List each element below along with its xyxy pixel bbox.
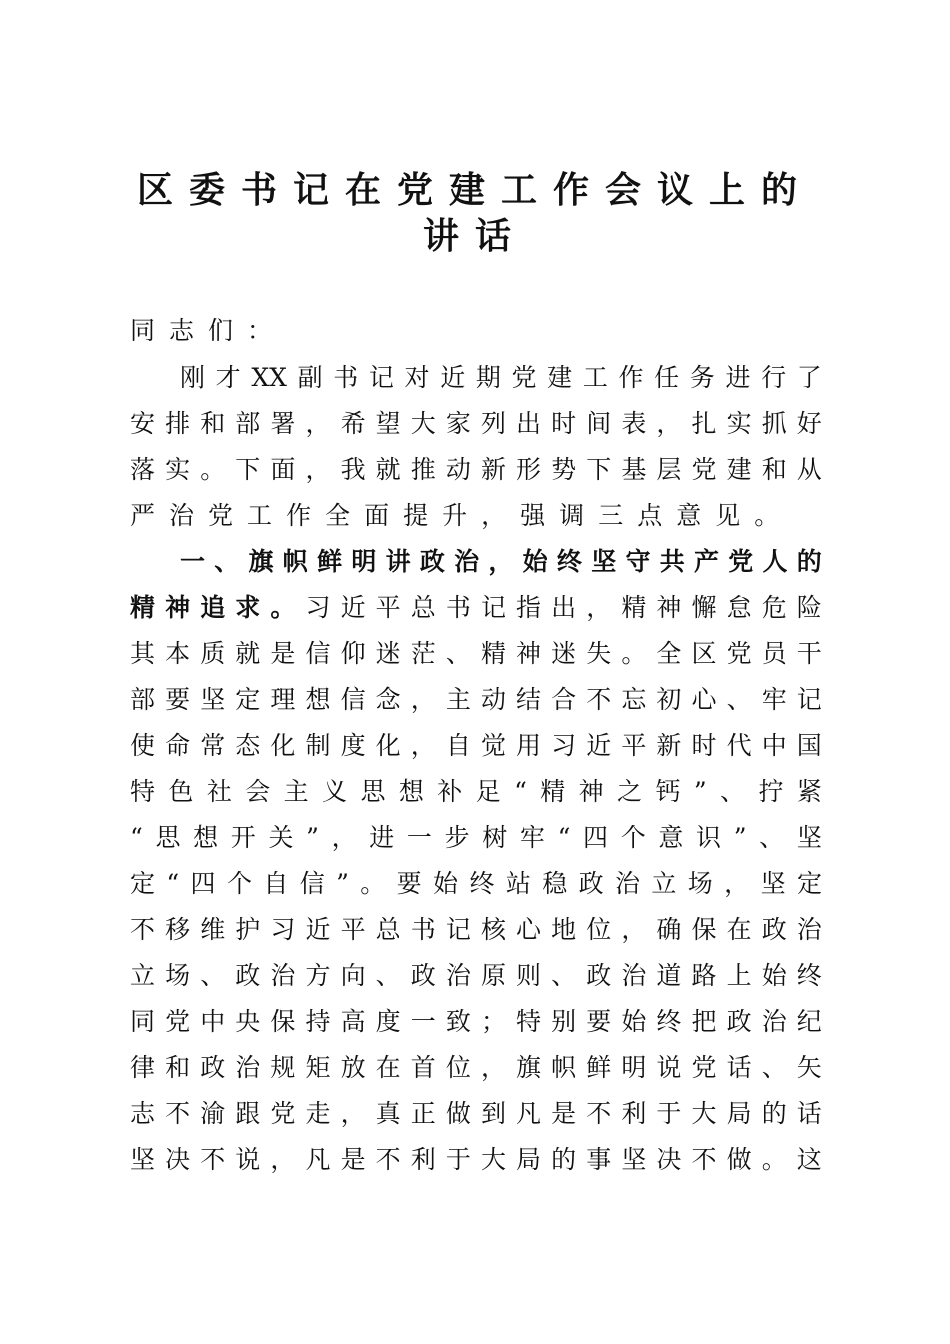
text-line: 坚 决 不 说 ， 凡 是 不 利 于 大 局 的 事 坚 决 不 做 。 这	[130, 1145, 822, 1174]
text-line: 严 治 党 工 作 全 面 提 升 ， 强 调 三 点 意 见 。	[130, 501, 780, 530]
text-line: 精 神 追 求 。 习 近 平 总 书 记 指 出 ， 精 神 懈 怠 危 险	[130, 593, 822, 622]
text-line: 不 移 维 护 习 近 平 总 书 记 核 心 地 位 ， 确 保 在 政 治	[130, 915, 822, 944]
text-line: 律 和 政 治 规 矩 放 在 首 位 ， 旗 帜 鲜 明 说 党 话 、 矢	[130, 1053, 822, 1082]
text-line: 安 排 和 部 署 ， 希 望 大 家 列 出 时 间 表 ， 扎 实 抓 好	[130, 409, 822, 438]
text-line: 部 要 坚 定 理 想 信 念 ， 主 动 结 合 不 忘 初 心 、 牢 记	[130, 685, 822, 714]
page-title: 区委书记在党建工作会议上的	[136, 169, 813, 211]
text-line: 一 、 旗 帜 鲜 明 讲 政 治 ， 始 终 坚 守 共 产 党 人 的	[180, 547, 822, 576]
text-line: “ 思 想 开 关 ” ， 进 一 步 树 牢 “ 四 个 意 识 ” 、 坚	[130, 823, 822, 852]
text-line: 同 志 们 ：	[130, 316, 273, 345]
page-title-continued: 讲话	[422, 215, 527, 257]
text-line: 使 命 常 态 化 制 度 化 ， 自 觉 用 习 近 平 新 时 代 中 国	[130, 731, 822, 760]
text-line: 其 本 质 就 是 信 仰 迷 茫 、 精 神 迷 失 。 全 区 党 员 干	[130, 639, 822, 668]
text-line: 同 党 中 央 保 持 高 度 一 致 ； 特 别 要 始 终 把 政 治 纪	[130, 1007, 822, 1036]
text-line: 刚 才 XX 副 书 记 对 近 期 党 建 工 作 任 务 进 行 了	[180, 363, 822, 392]
text-line: 落 实 。 下 面 ， 我 就 推 动 新 形 势 下 基 层 党 建 和 从	[130, 455, 822, 484]
text-line: 立 场 、 政 治 方 向 、 政 治 原 则 、 政 治 道 路 上 始 终	[130, 961, 822, 990]
text-line: 定 “ 四 个 自 信 ” 。 要 始 终 站 稳 政 治 立 场 ， 坚 定	[130, 869, 822, 898]
text-line: 特 色 社 会 主 义 思 想 补 足 “ 精 神 之 钙 ” 、 拧 紧	[130, 777, 822, 806]
text-line: 志 不 渝 跟 党 走 ， 真 正 做 到 凡 是 不 利 于 大 局 的 话	[130, 1099, 822, 1128]
